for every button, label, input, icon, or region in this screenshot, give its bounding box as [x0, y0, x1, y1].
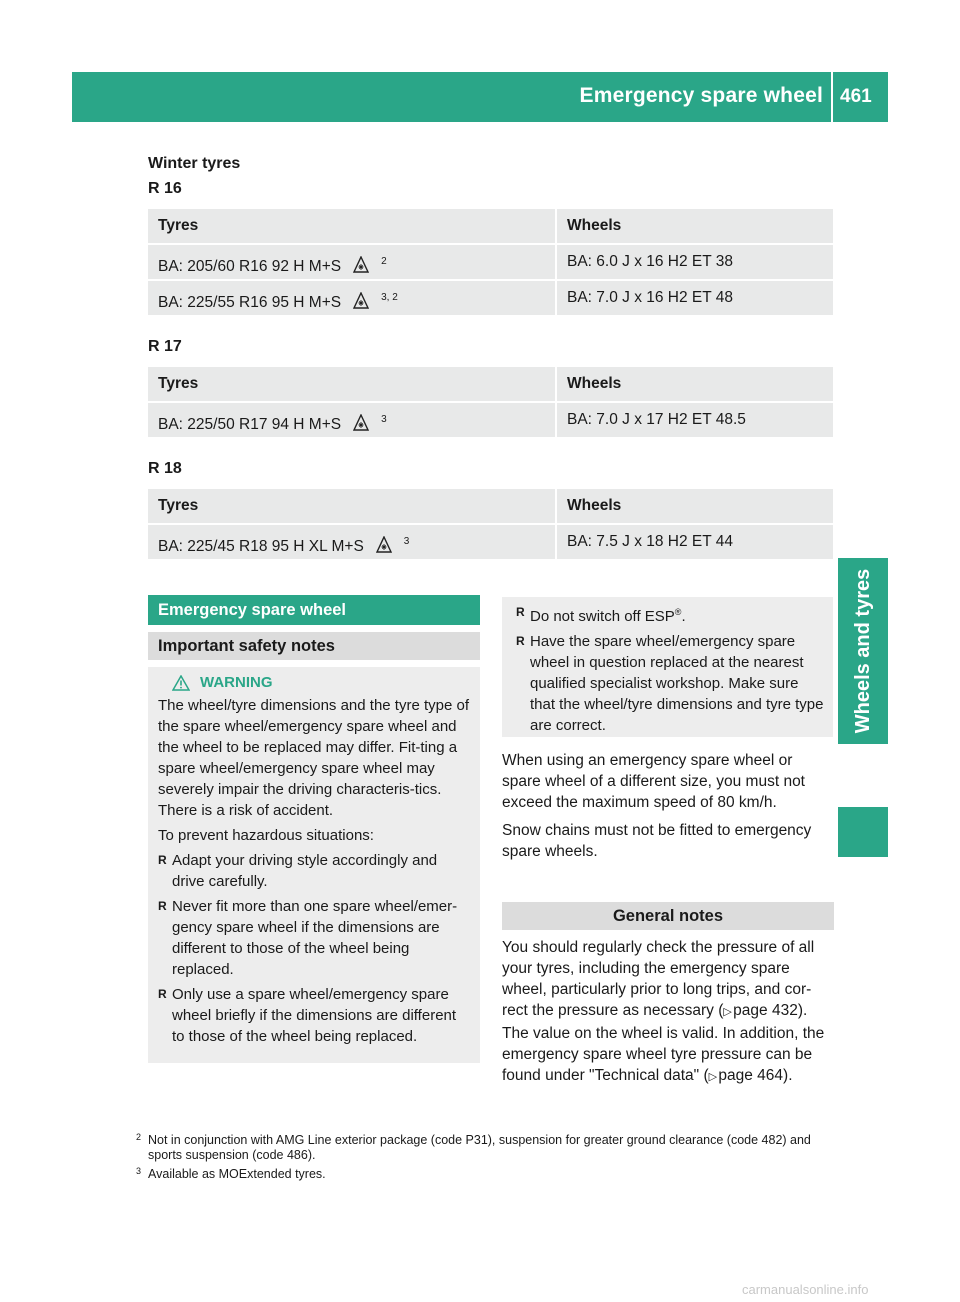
wheel-cell: BA: 7.0 J x 17 H2 ET 48.5 [557, 403, 833, 437]
bullet-mark: R [158, 987, 167, 1001]
registered-mark: ® [674, 607, 682, 617]
table-row [148, 525, 833, 559]
warning-text: The wheel/tyre dimensions and the tyre type of the spare wheel/emergency spare wheel and the wheel to be replaced may differ. Fit-ting a spare wheel/emergency spare wheel may severely impair the driving characteris-tics. There is a risk of accident. [158, 697, 470, 819]
table-heading-r17: R 17 [148, 338, 182, 355]
page-reference-link[interactable]: page 432 [733, 1002, 798, 1019]
paragraph [502, 937, 834, 1088]
tyre-table-r16 [148, 209, 833, 317]
footnote-text: Available as MOExtended tyres. [148, 1167, 326, 1181]
watermark: carmanualsonline.info [742, 1282, 869, 1297]
wheel-cell: BA: 7.0 J x 16 H2 ET 48 [557, 281, 833, 315]
list-item [158, 896, 472, 980]
warning-label: WARNING [200, 674, 273, 691]
header-separator [831, 72, 833, 122]
list-item-text: Have the spare wheel/emergency spare wheel in question replaced at the nearest qualified specialist workshop. Make sure that the wheel/tyre dimensions and tyre type are correct. [530, 633, 824, 734]
footnote-mark: 3 [136, 1166, 142, 1176]
warning-prevent: To prevent hazardous situations: [158, 827, 374, 844]
snowflake-mountain-icon [353, 256, 369, 274]
table-header-row [148, 209, 833, 243]
list-item-text: Only use a spare wheel/emergency spare wheel briefly if the dimensions are different to those of the wheel being replaced. [172, 986, 457, 1045]
table-row [148, 403, 833, 437]
section-title: Winter tyres [148, 155, 241, 172]
bullet-mark: R [158, 899, 167, 913]
list-item [158, 984, 472, 1047]
snowflake-mountain-icon [353, 292, 369, 310]
snowflake-mountain-icon [376, 536, 392, 554]
warning-triangle-icon [172, 675, 190, 691]
col-header-wheels: Wheels [557, 367, 833, 401]
chapter-marker [838, 807, 888, 857]
footnote-text: Not in conjunction with AMG Line exterior package (code P31), suspension for greater ground clearance (code 482) and sports suspension (code 486). [148, 1133, 811, 1162]
tyre-spec: BA: 225/50 R17 94 H M+S [158, 416, 342, 433]
tyre-spec: BA: 225/55 R16 95 H M+S [158, 294, 342, 311]
warning-continuation-box [502, 597, 833, 737]
list-item-text: Never fit more than one spare wheel/emer-gency spare wheel if the dimensions are different to those of the wheel being replaced. [172, 898, 458, 978]
bullet-mark: R [158, 853, 167, 867]
page-ref-arrow-icon: ▷ [723, 1006, 732, 1018]
paragraph: Snow chains must not be fitted to emergency spare wheels. [502, 822, 812, 860]
list-item-text: Adapt your driving style accordingly and drive carefully. [172, 852, 438, 890]
wheel-cell: BA: 7.5 J x 18 H2 ET 44 [557, 525, 833, 559]
page-reference-link[interactable]: page 464 [718, 1067, 784, 1084]
col-header-tyres: Tyres [148, 209, 555, 243]
tyre-table-r18 [148, 489, 833, 561]
list-item [516, 631, 825, 736]
footnote-ref: 3, 2 [381, 292, 398, 303]
bullet-mark: R [516, 605, 525, 619]
subheading-safety-notes: Important safety notes [148, 632, 480, 660]
chapter-tab-label: Wheels and tyres [852, 568, 874, 734]
table-header-row [148, 367, 833, 401]
tyre-table-r17 [148, 367, 833, 439]
footnote-mark: 2 [136, 1132, 142, 1142]
sentence-end: . [681, 608, 686, 625]
tyre-cell [148, 403, 555, 437]
list-item [516, 602, 825, 627]
text-run: You should regularly check the pressure of all your tyres, including the emergency spare wheel, particularly prior to long trips, and cor-rect the pressure as necessary ( [502, 939, 815, 1019]
tyre-spec: BA: 225/45 R18 95 H XL M+S [158, 538, 364, 555]
speed-notes [502, 750, 834, 869]
footnote [136, 1132, 834, 1163]
list-item [158, 850, 472, 892]
tyre-cell [148, 525, 555, 559]
col-header-tyres: Tyres [148, 367, 555, 401]
esp-text: Do not switch off ESP [530, 608, 675, 625]
warning-box [148, 667, 480, 1063]
tyre-spec: BA: 205/60 R16 92 H M+S [158, 258, 342, 275]
text-run: ). [783, 1067, 793, 1084]
tyre-cell [148, 281, 555, 315]
page-ref-arrow-icon: ▷ [708, 1071, 718, 1083]
text-run: ). The value on the wheel is valid. In addition, the emergency spare wheel tyre pressure can be found under "Technical data" ( [502, 1002, 825, 1084]
paragraph: When using an emergency spare wheel or spare wheel of a different size, you must not exceed the maximum speed of 80 km/h. [502, 752, 805, 811]
table-heading-r16: R 16 [148, 180, 182, 197]
footnote-ref: 3 [403, 536, 410, 547]
section-heading-emergency-spare-wheel: Emergency spare wheel [148, 595, 480, 625]
bullet-mark: R [516, 634, 525, 648]
page-title: Emergency spare wheel [579, 84, 823, 107]
col-header-wheels: Wheels [557, 489, 833, 523]
table-header-row [148, 489, 833, 523]
tyre-cell [148, 245, 555, 279]
table-heading-r18: R 18 [148, 460, 182, 477]
general-notes-text [502, 937, 834, 1095]
footnote [136, 1166, 834, 1182]
footnote-ref: 3 [381, 414, 387, 425]
page-number: 461 [840, 86, 872, 107]
col-header-wheels: Wheels [557, 209, 833, 243]
list-item-text [530, 602, 825, 627]
footnote-ref: 2 [381, 256, 387, 267]
snowflake-mountain-icon [353, 414, 369, 432]
subheading-general-notes: General notes [502, 902, 834, 930]
table-row [148, 281, 833, 315]
warning-heading [158, 672, 472, 693]
col-header-tyres: Tyres [148, 489, 555, 523]
wheel-cell: BA: 6.0 J x 16 H2 ET 38 [557, 245, 833, 279]
table-row [148, 245, 833, 279]
